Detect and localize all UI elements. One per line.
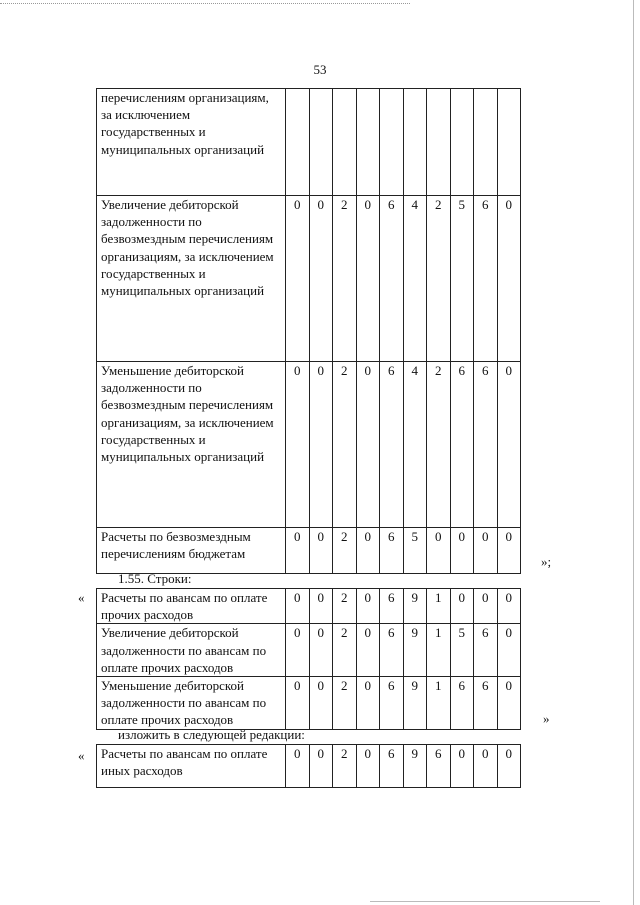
code-cell: 2 — [427, 196, 451, 362]
section-heading: 1.55. Строки: — [118, 571, 192, 586]
code-table-3 — [96, 744, 521, 788]
row-description: Расчеты по безвозмездным перечислениям бюджетам — [97, 528, 286, 574]
code-cell: 6 — [450, 677, 474, 730]
code-cell: 6 — [427, 745, 451, 788]
code-cell: 0 — [356, 624, 380, 677]
code-cell: 5 — [450, 624, 474, 677]
code-cell: 0 — [356, 196, 380, 362]
table-row — [97, 196, 521, 362]
code-cell: 0 — [450, 589, 474, 624]
code-cell: 1 — [427, 589, 451, 624]
table-row — [97, 362, 521, 528]
page-edge-bottom — [370, 901, 600, 902]
open-quote-3: « — [78, 748, 85, 763]
code-cell: 2 — [333, 624, 357, 677]
page-edge-right — [633, 0, 634, 905]
code-cell: 5 — [403, 528, 427, 574]
code-cell: 0 — [309, 624, 333, 677]
code-cell: 0 — [286, 745, 310, 788]
row-description: Уменьшение дебиторской задолженности по безвозмездным перечислениям организациям, за исключением государственных и муниципальных организаций — [97, 362, 286, 528]
code-cell: 0 — [286, 677, 310, 730]
page-number: 53 — [313, 62, 327, 77]
table-row — [97, 624, 521, 677]
code-cell — [309, 89, 333, 196]
table-row — [97, 89, 521, 196]
row-description: Увеличение дебиторской задолженности по авансам по оплате прочих расходов — [97, 624, 286, 677]
close-quote-1: »; — [541, 554, 552, 569]
code-cell: 0 — [474, 589, 498, 624]
code-cell: 0 — [286, 362, 310, 528]
code-cell: 0 — [497, 589, 521, 624]
code-cell — [356, 89, 380, 196]
code-cell: 9 — [403, 624, 427, 677]
code-cell: 6 — [474, 196, 498, 362]
code-cell: 6 — [380, 196, 404, 362]
code-cell — [427, 89, 451, 196]
code-cell — [333, 89, 357, 196]
code-cell: 6 — [474, 624, 498, 677]
close-quote-2: » — [543, 711, 550, 726]
code-cell — [474, 89, 498, 196]
code-cell: 2 — [333, 677, 357, 730]
code-cell: 1 — [427, 677, 451, 730]
code-cell — [403, 89, 427, 196]
code-cell: 0 — [356, 362, 380, 528]
code-cell: 6 — [474, 677, 498, 730]
code-cell: 0 — [286, 528, 310, 574]
row-description: Расчеты по авансам по оплате прочих расходов — [97, 589, 286, 624]
code-cell: 0 — [497, 362, 521, 528]
code-cell: 2 — [333, 745, 357, 788]
code-cell: 0 — [309, 589, 333, 624]
row-description: Расчеты по авансам по оплате иных расходов — [97, 745, 286, 788]
code-cell: 1 — [427, 624, 451, 677]
code-cell: 0 — [309, 528, 333, 574]
code-table-2 — [96, 588, 521, 730]
table-row — [97, 589, 521, 624]
code-cell: 9 — [403, 589, 427, 624]
code-cell: 6 — [380, 589, 404, 624]
code-cell: 2 — [427, 362, 451, 528]
table-row — [97, 677, 521, 730]
code-cell: 6 — [450, 362, 474, 528]
code-cell: 0 — [497, 745, 521, 788]
code-cell: 5 — [450, 196, 474, 362]
code-cell: 0 — [497, 677, 521, 730]
code-cell: 0 — [427, 528, 451, 574]
code-cell: 0 — [356, 745, 380, 788]
code-cell: 6 — [380, 362, 404, 528]
code-cell — [450, 89, 474, 196]
table-row — [97, 745, 521, 788]
code-cell: 2 — [333, 528, 357, 574]
row-description: Уменьшение дебиторской задолженности по авансам по оплате прочих расходов — [97, 677, 286, 730]
code-cell: 0 — [356, 677, 380, 730]
code-cell — [286, 89, 310, 196]
code-table-1 — [96, 88, 521, 574]
code-cell: 6 — [380, 745, 404, 788]
open-quote-2: « — [78, 590, 85, 605]
code-cell: 2 — [333, 362, 357, 528]
code-cell — [380, 89, 404, 196]
code-cell: 0 — [450, 528, 474, 574]
code-cell: 0 — [450, 745, 474, 788]
code-cell: 0 — [474, 745, 498, 788]
code-cell: 0 — [474, 528, 498, 574]
code-cell: 0 — [286, 589, 310, 624]
code-cell: 6 — [380, 677, 404, 730]
code-cell — [497, 89, 521, 196]
page-edge-top — [0, 3, 410, 4]
code-cell: 0 — [286, 624, 310, 677]
code-cell: 0 — [309, 677, 333, 730]
code-cell: 4 — [403, 196, 427, 362]
code-cell: 0 — [356, 528, 380, 574]
code-cell: 0 — [497, 528, 521, 574]
code-cell: 0 — [286, 196, 310, 362]
code-cell: 4 — [403, 362, 427, 528]
row-description: перечислениям организациям, за исключением государственных и муниципальных организаций — [97, 89, 286, 196]
code-cell: 2 — [333, 196, 357, 362]
code-cell: 0 — [309, 362, 333, 528]
row-description: Увеличение дебиторской задолженности по безвозмездным перечислениям организациям, за исключением государственных и муниципальных организаций — [97, 196, 286, 362]
code-cell: 6 — [474, 362, 498, 528]
code-cell: 6 — [380, 528, 404, 574]
code-cell: 0 — [497, 624, 521, 677]
code-cell: 0 — [497, 196, 521, 362]
code-cell: 0 — [309, 745, 333, 788]
code-cell: 2 — [333, 589, 357, 624]
code-cell: 6 — [380, 624, 404, 677]
code-cell: 0 — [309, 196, 333, 362]
table-row — [97, 528, 521, 574]
code-cell: 0 — [356, 589, 380, 624]
code-cell: 9 — [403, 677, 427, 730]
code-cell: 9 — [403, 745, 427, 788]
edition-text: изложить в следующей редакции: — [118, 727, 305, 742]
